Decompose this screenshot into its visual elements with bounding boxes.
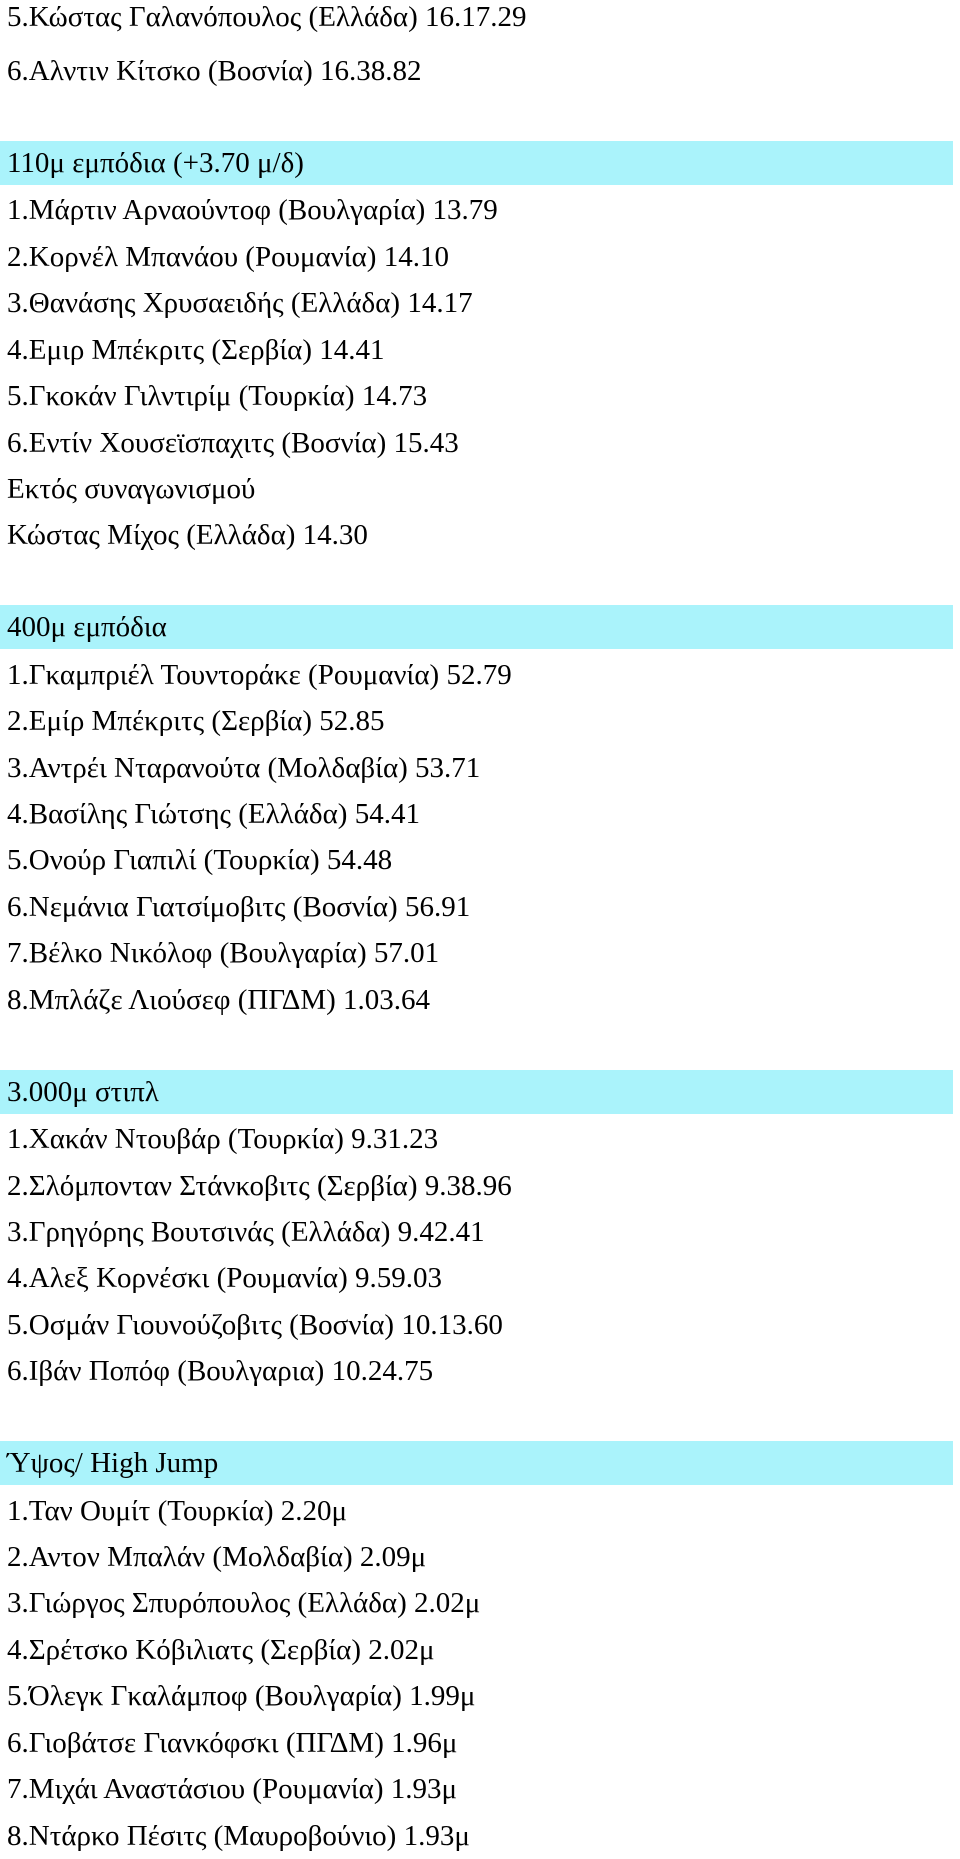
result-line: 1.Μάρτιν Αρναούντοφ (Βουλγαρία) 13.79 (7, 194, 498, 227)
result-line: 5.Όλεγκ Γκαλάμποφ (Βουλγαρία) 1.99μ (7, 1680, 476, 1713)
result-line: 1.Γκαμπριέλ Τουντοράκε (Ρουμανία) 52.79 (7, 658, 512, 691)
result-line: 7.Μιχάι Αναστάσιου (Ρουμανία) 1.93μ (7, 1773, 458, 1806)
event-heading: 400μ εμπόδια (0, 605, 953, 649)
blank-line (0, 559, 960, 605)
blank-line (0, 1023, 960, 1069)
result-line: 1.Χακάν Ντουβάρ (Τουρκία) 9.31.23 (7, 1123, 439, 1156)
result-line: 5.Γκοκάν Γιλντιρίμ (Τουρκία) 14.73 (7, 380, 428, 413)
result-line: 6.Αλντιν Κίτσκο (Βοσνία) 16.38.82 (7, 55, 422, 87)
event-heading: Ύψος/ High Jump (0, 1441, 953, 1485)
result-line: 2.Σλόμπονταν Στάνκοβιτς (Σερβία) 9.38.96 (7, 1169, 512, 1202)
result-line: 4.Αλεξ Κορνέσκι (Ρουμανία) 9.59.03 (7, 1262, 443, 1295)
result-line: 4.Βασίλης Γιώτσης (Ελλάδα) 54.41 (7, 798, 420, 830)
result-line: 6.Γιοβάτσε Γιανκόφσκι (ΠΓΔΜ) 1.96μ (7, 1726, 458, 1759)
result-line: 2.Εμίρ Μπέκριτς (Σερβία) 52.85 (7, 705, 385, 738)
result-line: 8.Μπλάζε Λιούσεφ (ΠΓΔΜ) 1.03.64 (7, 983, 431, 1016)
result-line: 4.Εμιρ Μπέκριτς (Σερβία) 14.41 (7, 333, 385, 366)
result-line: 2.Αντον Μπαλάν (Μολδαβία) 2.09μ (7, 1541, 427, 1573)
result-line: 5.Κώστας Γαλανόπουλος (Ελλάδα) 16.17.29 (7, 1, 527, 33)
event-heading: 3.000μ στιπλ (0, 1070, 953, 1114)
result-line: 5.Ονούρ Γιαπιλί (Τουρκία) 54.48 (7, 844, 393, 877)
result-line: 3.Αντρέι Νταρανούτα (Μολδαβία) 53.71 (7, 751, 481, 784)
result-line: 4.Σρέτσκο Κόβιλιατς (Σερβία) 2.02μ (7, 1633, 435, 1666)
blank-line (0, 1395, 960, 1441)
result-line: 8.Ντάρκο Πέσιτς (Μαυροβούνιο) 1.93μ (7, 1819, 470, 1852)
result-line: 7.Βέλκο Νικόλοφ (Βουλγαρία) 57.01 (7, 937, 440, 970)
result-line: Κώστας Μίχος (Ελλάδα) 14.30 (7, 519, 368, 552)
result-line: 3.Γιώργος Σπυρόπουλος (Ελλάδα) 2.02μ (7, 1587, 481, 1620)
result-line: 3.Θανάσης Χρυσαειδής (Ελλάδα) 14.17 (7, 287, 473, 320)
result-line: 3.Γρηγόρης Βουτσινάς (Ελλάδα) 9.42.41 (7, 1215, 485, 1248)
result-line: 2.Κορνέλ Μπανάου (Ρουμανία) 14.10 (7, 240, 449, 273)
event-heading: 110μ εμπόδια (+3.70 μ/δ) (0, 141, 953, 185)
result-line: 1.Ταν Ουμίτ (Τουρκία) 2.20μ (7, 1494, 348, 1527)
result-line: 5.Οσμάν Γιουνούζοβιτς (Βοσνία) 10.13.60 (7, 1308, 503, 1341)
result-line: 6.Ιβάν Ποπόφ (Βουλγαρια) 10.24.75 (7, 1355, 434, 1388)
result-line: Εκτός συναγωνισμού (7, 472, 256, 505)
result-line: 6.Εντίν Χουσεϊσπαχιτς (Βοσνία) 15.43 (7, 426, 459, 459)
blank-line (0, 94, 960, 140)
result-line: 6.Νεμάνια Γιατσίμοβιτς (Βοσνία) 56.91 (7, 890, 471, 923)
